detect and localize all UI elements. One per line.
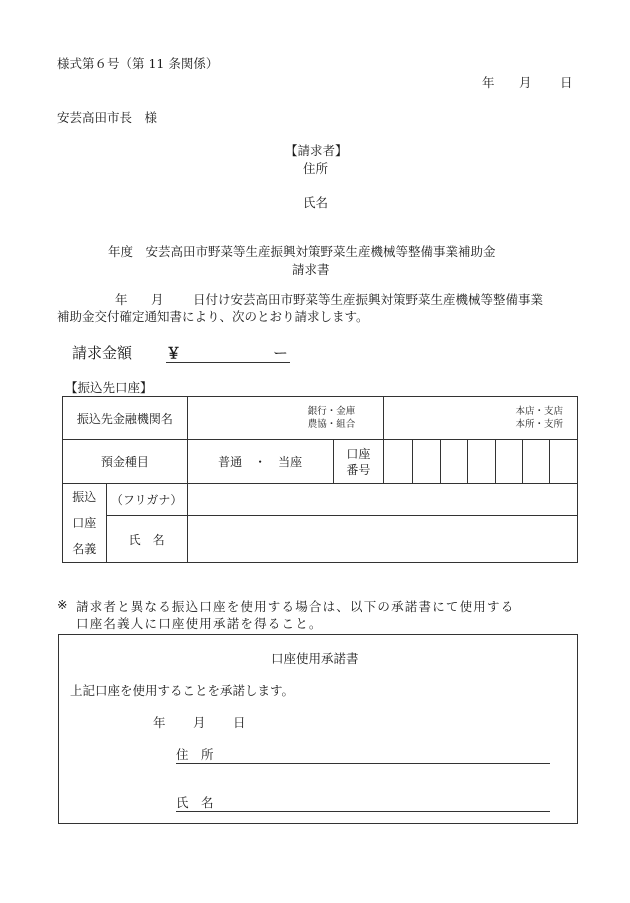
bank-type-2: 農協・組合 (307, 419, 356, 430)
addressee: 安芸高田市長 様 (57, 110, 158, 125)
holder-name-label: 氏 名 (106, 516, 187, 563)
account-number-label-1: 口座 (346, 446, 371, 461)
branch-name-cell (384, 397, 578, 440)
account-digit-5 (495, 440, 522, 484)
document-title: 年度 安芸高田市野菜等生産振興対策野菜生産機械等整備事業補助金 (108, 244, 496, 259)
account-number-label-2: 番号 (346, 462, 371, 477)
consent-address-line (176, 745, 550, 764)
form-number: 様式第６号（第 11 条関係） (57, 56, 219, 71)
account-digit-3 (441, 440, 468, 484)
header-date-year: 年 (482, 75, 495, 90)
header-date-month: 月 (519, 75, 532, 90)
institution-row (63, 397, 578, 440)
account-digit-2 (412, 440, 440, 484)
deposit-row (63, 440, 578, 484)
body-month: 月 (151, 292, 164, 307)
holder-label-3: 名義 (72, 542, 97, 556)
note-line-1: 請求者と異なる振込口座を使用する場合は、以下の承諾書にて使用する (76, 599, 515, 614)
furigana-row (63, 484, 578, 516)
consent-address-label: 住 所 (176, 747, 214, 762)
branch-type-2: 本所・支所 (515, 419, 563, 430)
account-digit-1 (384, 440, 412, 484)
header-date-day: 日 (560, 75, 573, 90)
holder-label-1: 振込 (72, 490, 97, 504)
account-digit-6 (523, 440, 550, 484)
institution-label: 振込先金融機関名 (63, 397, 188, 440)
yen-symbol: ￥ (166, 344, 182, 362)
consent-name-line (176, 793, 550, 812)
body-line-1: 日付け安芸高田市野菜等生産振興対策野菜生産機械等整備事業 (193, 292, 544, 307)
body-line-2: 補助金交付確定通知書により、次のとおり請求します。 (57, 309, 369, 324)
amount-label: 請求金額 (72, 344, 133, 362)
consent-month: 月 (193, 715, 206, 730)
consent-title: 口座使用承諾書 (271, 651, 359, 666)
deposit-type-options: 普通 ・ 当座 (187, 440, 333, 484)
account-number-label (333, 440, 384, 484)
document-title-sub: 請求書 (292, 262, 330, 277)
furigana-label: （フリガナ） (106, 484, 187, 516)
bank-type-1: 銀行・金庫 (307, 406, 356, 417)
amount-dash: ー (272, 344, 288, 362)
body-year: 年 (115, 292, 128, 307)
amount-field (166, 342, 290, 363)
holder-name-row (63, 516, 578, 563)
consent-name-label: 氏 名 (176, 795, 214, 810)
bank-heading: 【振込先口座】 (65, 380, 153, 395)
consent-year: 年 (153, 715, 166, 730)
account-digit-7 (550, 440, 578, 484)
holder-label-2: 口座 (72, 516, 97, 530)
note-mark: ※ (57, 597, 68, 612)
claimant-name-label: 氏名 (303, 195, 329, 210)
consent-text: 上記口座を使用することを承諾します。 (70, 683, 295, 698)
bank-account-table (62, 396, 578, 563)
note-line-2: 口座名義人に口座使用承諾を得ること。 (76, 616, 323, 631)
branch-type-1: 本店・支店 (515, 406, 563, 417)
consent-day: 日 (233, 715, 246, 730)
furigana-field (187, 484, 577, 516)
deposit-type-label: 預金種目 (63, 440, 188, 484)
consent-box (58, 634, 578, 824)
account-digit-4 (468, 440, 495, 484)
holder-name-field (187, 516, 577, 563)
account-holder-label (63, 484, 107, 563)
claimant-address-label: 住所 (303, 161, 329, 176)
bank-name-cell (187, 397, 384, 440)
claimant-heading: 【請求者】 (285, 143, 348, 158)
